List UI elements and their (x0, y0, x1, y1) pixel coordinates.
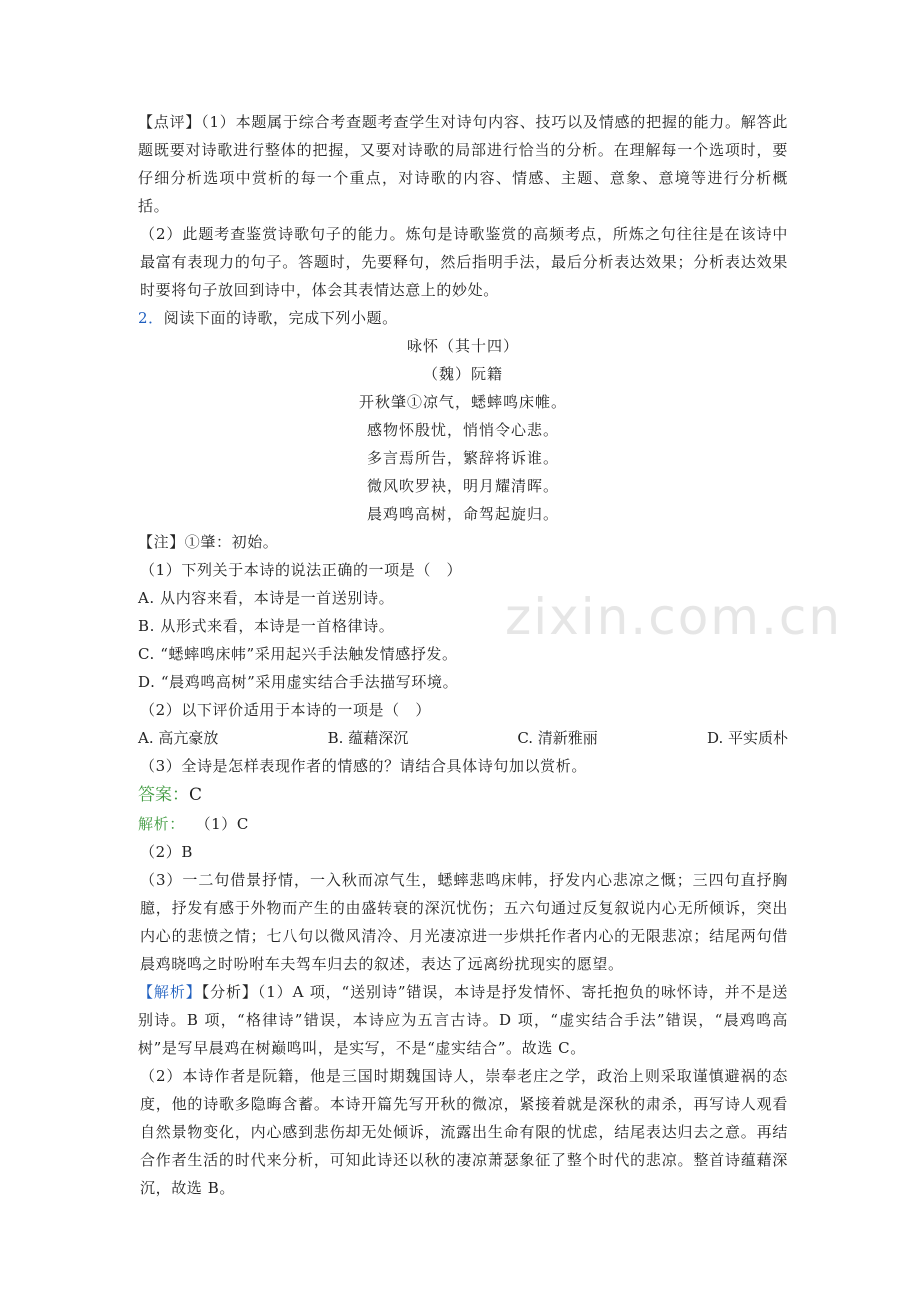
poem-line: 开秋肇①凉气，蟋蟀鸣床帷。 (358, 393, 567, 411)
poem-line: 多言焉所告，繁辞将诉谁。 (366, 449, 559, 467)
analysis-tag: 【解析】 (138, 983, 202, 1001)
poem-author: （魏）阮籍 (422, 365, 503, 383)
question-2 (138, 304, 788, 332)
analysis-1: 【解析】【分析】（1）A 项，“送别诗”错误，本诗是抒发情怀、寄托抱负的咏怀诗，并不是送别诗。B 项，“格律诗”错误，本诗应为五言古诗。D 项，“虚实结合手法”错误，“晨鸡鸣高树”是写早晨鸡在树巅鸣叫，是实写，不是“虚实结合”。故选 C。 (138, 983, 789, 1057)
poem-title: 咏怀（其十四） (406, 337, 519, 355)
jiexi-answer-2: （2）B (140, 843, 193, 861)
sub-question-2: （2）以下评价适用于本诗的一项是（ ） (140, 701, 431, 719)
sub-question-2-options (138, 724, 788, 752)
jiexi-answer-3: （3）一二句借景抒情，一入秋而凉气生，蟋蟀悲鸣床帏，抒发内心悲凉之慨；三四句直抒胸臆，抒发有感于外物而产生的由盛转衰的深沉忧伤；五六句通过反复叙说内心无所倾诉，突出内心的悲愤之情；七八句以微风清冷、月光凄凉进一步烘托作者内心的无限悲凉；结尾两句借晨鸡晓鸣之时吩咐车夫驾车归去的叙述，表达了远离纷扰现实的愿望。 (140, 871, 788, 973)
answer-label: 答案： (138, 785, 189, 805)
jiexi-line (138, 810, 788, 838)
option-a: A. 高亢豪放 (138, 729, 219, 747)
option-b: B. 蕴藉深沉 (327, 729, 409, 747)
review-1: 【点评】（1）本题属于综合考查题考查学生对诗句内容、技巧以及情感的把握的能力。解答此题既要对诗歌进行整体的把握，又要对诗歌的局部进行恰当的分析。在理解每一个选项时，要仔细分析选项中赏析的每一个重点，对诗歌的内容、情感、主题、意象、意境等进行分析概括。 (138, 113, 788, 215)
review-2: （2）此题考查鉴赏诗歌句子的能力。炼句是诗歌鉴赏的高频考点，所炼之句往往是在该诗中最富有表现力的句子。答题时，先要释句，然后指明手法，最后分析表达效果；分析表达效果时要将句子放回到诗中，体会其表情达意上的妙处。 (140, 225, 788, 299)
option-c: C. 清新雅丽 (517, 729, 598, 747)
jiexi-label: 解析： (138, 815, 185, 833)
option-d: D. “晨鸡鸣高树”采用虚实结合手法描写环境。 (138, 673, 459, 691)
answer-value: C (189, 785, 203, 805)
poem-line: 微风吹罗袂，明月耀清晖。 (366, 477, 559, 495)
poem (138, 332, 788, 528)
answer-line (138, 780, 788, 810)
option-d: D. 平实质朴 (706, 729, 788, 747)
sub-question-3: （3）全诗是怎样表现作者的情感的？请结合具体诗句加以赏析。 (140, 757, 587, 775)
watermark: zixin.com.cn (505, 588, 843, 646)
review-tag: 【点评】 (138, 113, 202, 131)
document-page (138, 108, 788, 1202)
jiexi-answer-1: （1）C (195, 815, 249, 833)
question-prompt: 阅读下面的诗歌，完成下列小题。 (163, 309, 398, 327)
option-b: B. 从形式来看，本诗是一首格律诗。 (138, 617, 395, 635)
question-number: 2． (138, 309, 164, 327)
sub-question-1: （1）下列关于本诗的说法正确的一项是（ ） (140, 561, 463, 579)
option-c: C. “蟋蟀鸣床帏”采用起兴手法触发情感抒发。 (138, 645, 458, 663)
poem-line: 感物怀殷忧，悄悄令心悲。 (366, 421, 559, 439)
analysis-2: （2）本诗作者是阮籍，他是三国时期魏国诗人，崇奉老庄之学，政治上则采取谨慎避祸的态度，他的诗歌多隐晦含蓄。本诗开篇先写开秋的微凉，紧接着就是深秋的肃杀，再写诗人观看自然景物变化，内心感到悲伤却无处倾诉，流露出生命有限的忧虑，结尾表达归去之意。再结合作者生活的时代来分析，可知此诗还以秋的凄凉萧瑟象征了整个时代的悲凉。整首诗蕴藉深沉，故选 B。 (140, 1067, 788, 1197)
poem-note: 【注】①肇：初始。 (138, 533, 279, 551)
option-a: A. 从内容来看，本诗是一首送别诗。 (138, 589, 395, 607)
poem-line: 晨鸡鸣高树，命驾起旋归。 (366, 505, 559, 523)
